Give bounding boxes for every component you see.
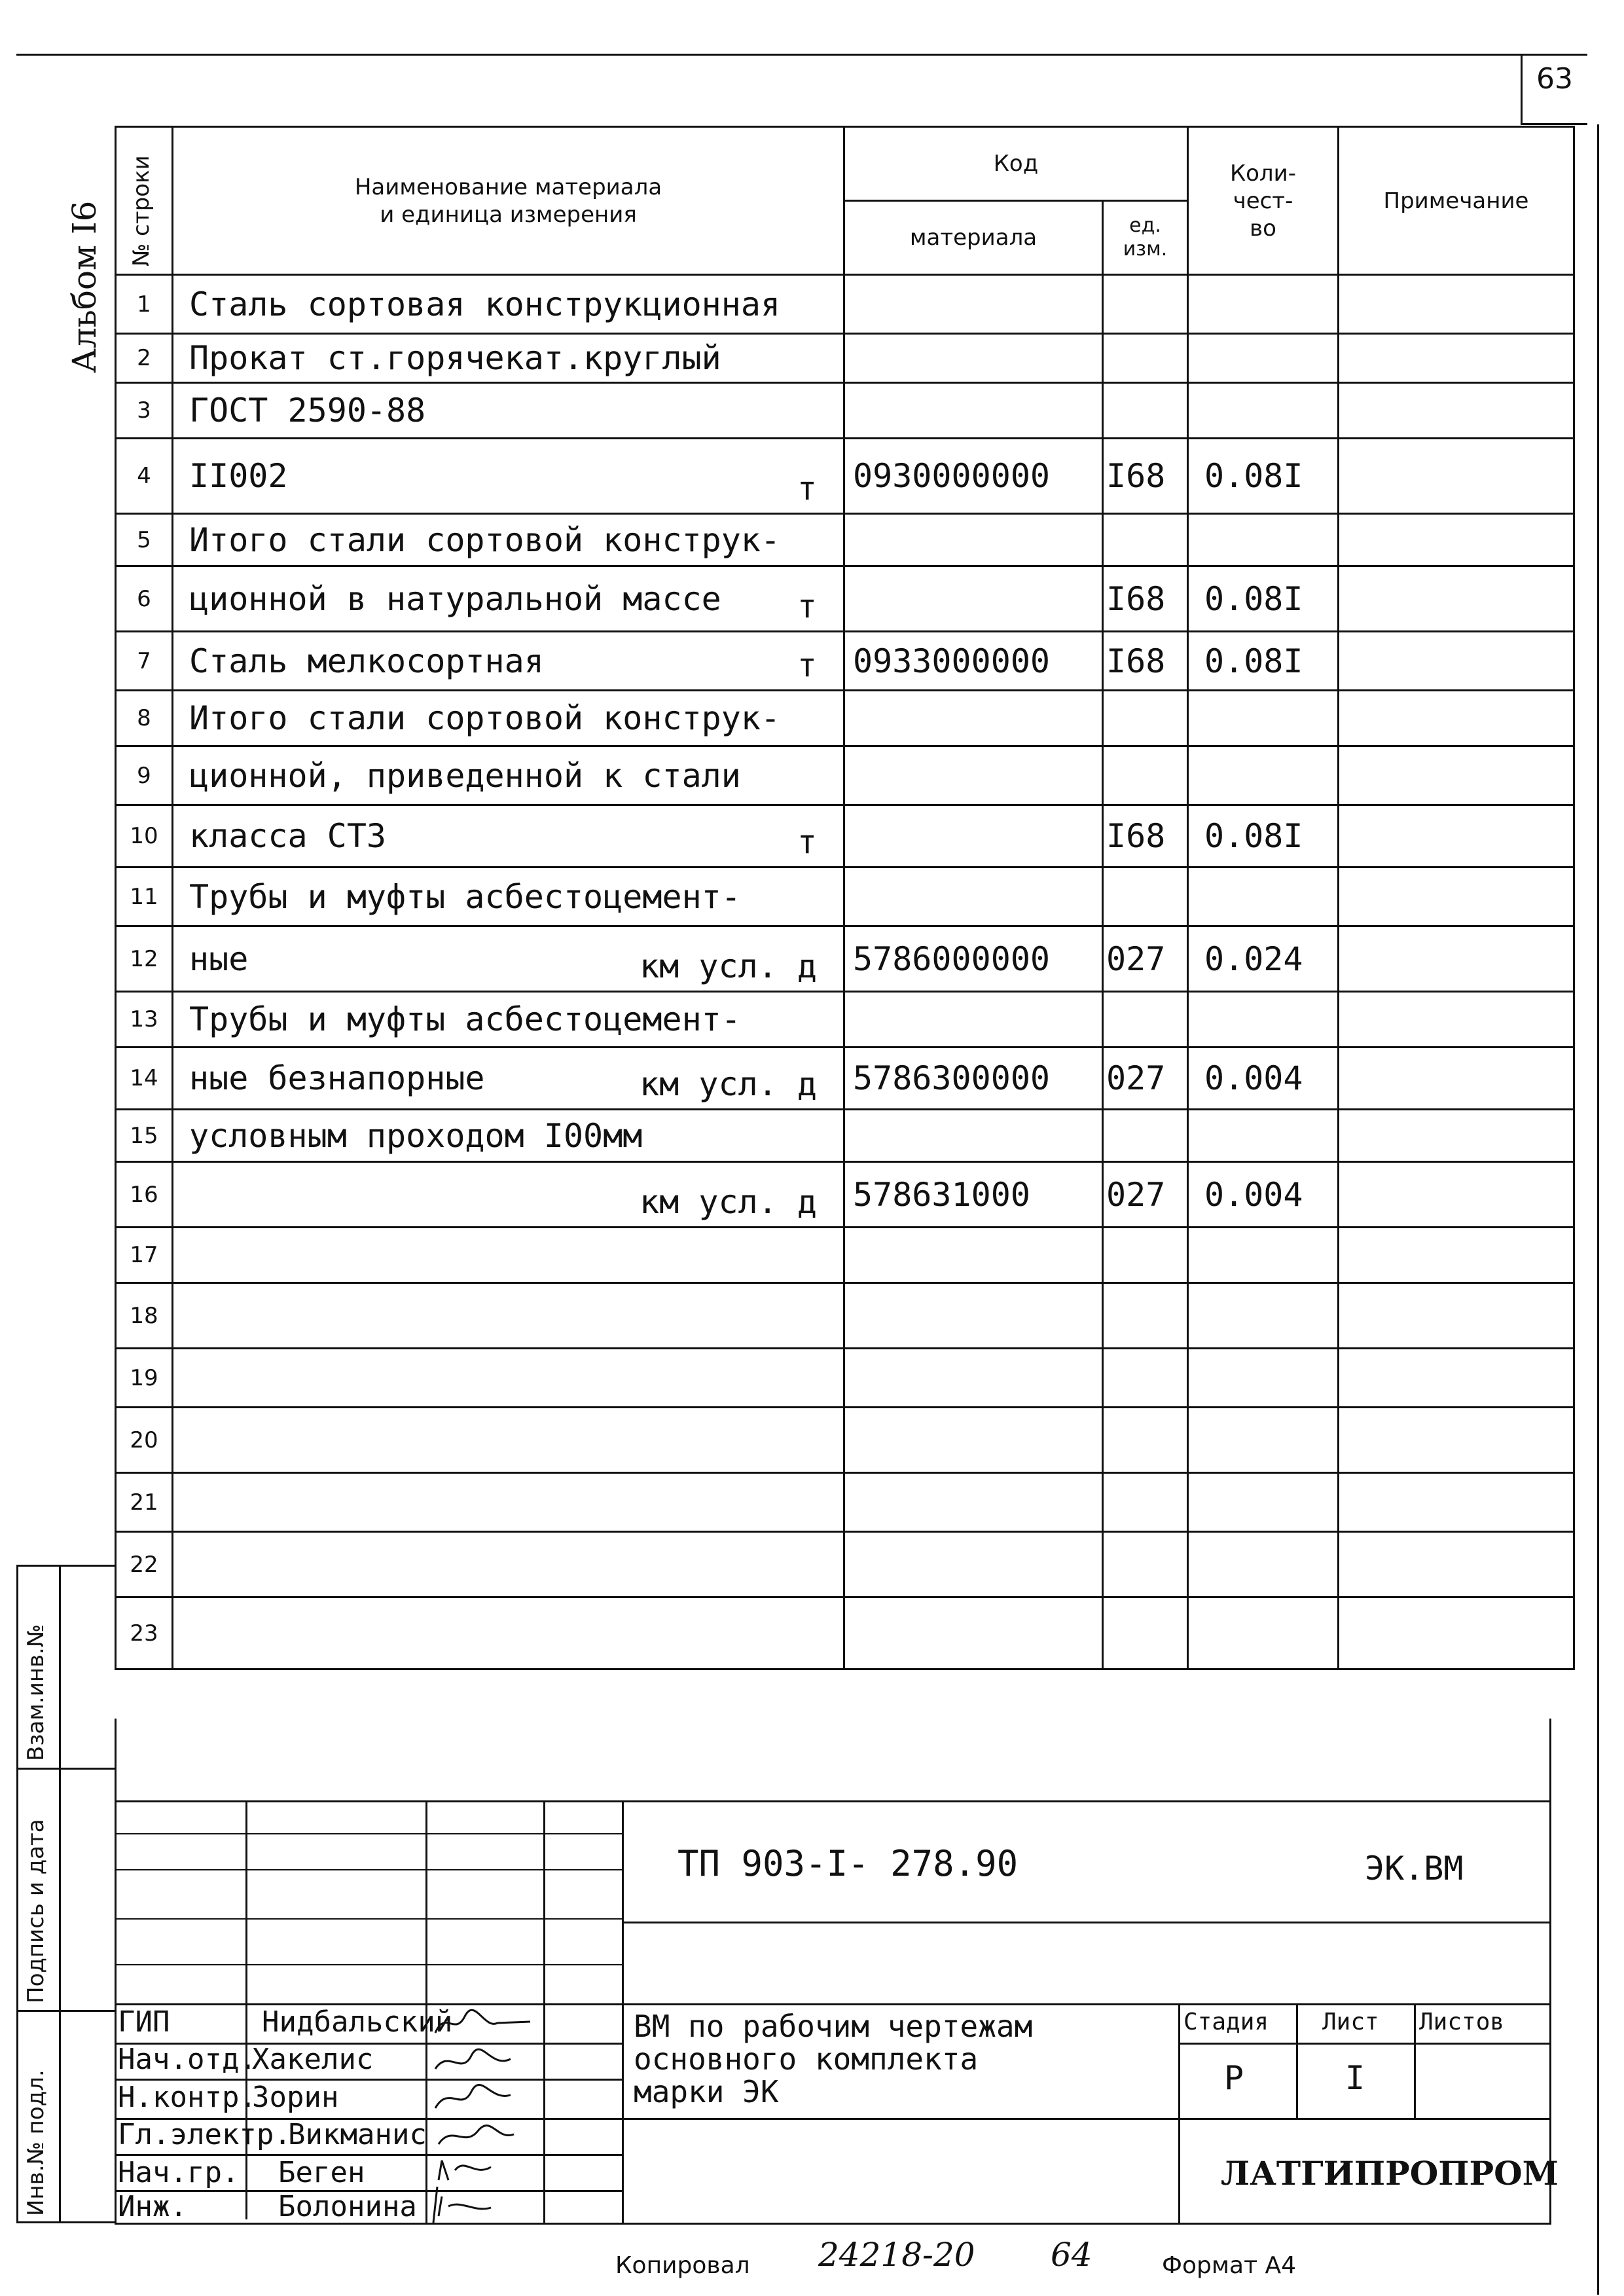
stamp-podpis: Подпись и дата [23, 1819, 49, 2003]
row-number: 6 [116, 566, 173, 632]
material-name-text: Сталь сортовая конструкционная [189, 285, 781, 323]
quantity: 0.004 [1188, 1048, 1339, 1110]
material-name-text: Сталь мелкосортная [189, 642, 544, 680]
row-number: 5 [116, 514, 173, 566]
material-code [844, 1110, 1103, 1162]
row-number: 11 [116, 867, 173, 926]
sheet-label: Лист [1322, 2009, 1379, 2035]
quantity [1188, 867, 1339, 926]
quantity: 0.004 [1188, 1162, 1339, 1228]
note [1339, 805, 1574, 867]
unit-code [1103, 514, 1188, 566]
quantity [1188, 1473, 1339, 1532]
material-name [173, 1349, 844, 1408]
header-row-no: № строки [116, 127, 173, 275]
stage-label: Стадия [1183, 2009, 1269, 2035]
album-label: Альбом I6 [65, 200, 103, 373]
unit-code [1103, 1283, 1188, 1349]
material-name [173, 275, 844, 334]
quantity [1188, 746, 1339, 805]
material-name [173, 867, 844, 926]
quantity [1188, 1597, 1339, 1669]
unit-code [1103, 1473, 1188, 1532]
material-code [844, 566, 1103, 632]
note [1339, 867, 1574, 926]
table-row [116, 632, 1574, 691]
quantity [1188, 1349, 1339, 1408]
table-row [116, 566, 1574, 632]
table-row [116, 1162, 1574, 1228]
material-unit: т [797, 469, 817, 507]
note [1339, 1048, 1574, 1110]
row-number: 10 [116, 805, 173, 867]
note [1339, 514, 1574, 566]
header-code: Код [844, 127, 1188, 201]
quantity [1188, 275, 1339, 334]
table-row [116, 334, 1574, 383]
unit-code [1103, 334, 1188, 383]
material-name-text: ные [189, 939, 249, 978]
material-name-text: ГОСТ 2590-88 [189, 392, 426, 429]
material-name [173, 1228, 844, 1283]
note [1339, 275, 1574, 334]
table-row [116, 691, 1574, 746]
material-name [173, 383, 844, 439]
unit-code [1103, 1597, 1188, 1669]
material-name-text: Трубы и муфты асбестоцемент- [189, 877, 741, 916]
material-code [844, 867, 1103, 926]
top-rule [16, 54, 1587, 56]
row-number: 18 [116, 1283, 173, 1349]
sig-name-4: Викманис [288, 2118, 427, 2151]
sig-name-6: Болонина [278, 2190, 417, 2223]
copied-label: Копировал [615, 2252, 750, 2279]
header-code-material: материала [844, 201, 1103, 275]
material-unit: т [797, 587, 817, 625]
material-code [844, 1228, 1103, 1283]
note [1339, 566, 1574, 632]
table-row [116, 1532, 1574, 1597]
unit-code [1103, 1532, 1188, 1597]
sig-role-5: Нач.гр. [118, 2156, 240, 2189]
note [1339, 334, 1574, 383]
format-label: Формат А4 [1162, 2252, 1297, 2279]
materials-table [115, 126, 1575, 1670]
quantity [1188, 691, 1339, 746]
quantity [1188, 334, 1339, 383]
sig-name-2: Хакелис [252, 2043, 374, 2076]
unit-code [1103, 691, 1188, 746]
material-code: 0930000000 [844, 439, 1103, 514]
doc-code: ТП 903-I- 278.90 [677, 1843, 1019, 1884]
note [1339, 1473, 1574, 1532]
header-note: Примечание [1339, 127, 1574, 275]
row-number: 9 [116, 746, 173, 805]
material-name [173, 926, 844, 992]
material-name [173, 514, 844, 566]
table-row [116, 275, 1574, 334]
note [1339, 992, 1574, 1048]
material-code [844, 805, 1103, 867]
note [1339, 1110, 1574, 1162]
row-number: 12 [116, 926, 173, 992]
note [1339, 1597, 1574, 1669]
note [1339, 1532, 1574, 1597]
row-number: 15 [116, 1110, 173, 1162]
sig-name-5: Беген [278, 2156, 365, 2189]
note [1339, 691, 1574, 746]
note [1339, 746, 1574, 805]
unit-code: 027 [1103, 1048, 1188, 1110]
sig-role-6: Инж. [118, 2190, 187, 2223]
note [1339, 1228, 1574, 1283]
row-number: 22 [116, 1532, 173, 1597]
material-name-text: Итого стали сортовой конструк- [189, 520, 781, 559]
stage-value: Р [1224, 2059, 1244, 2097]
row-number: 19 [116, 1349, 173, 1408]
unit-code: I68 [1103, 632, 1188, 691]
table-row [116, 1110, 1574, 1162]
material-name [173, 1597, 844, 1669]
quantity [1188, 383, 1339, 439]
copied-number: 24218-20 [818, 2236, 975, 2274]
material-code [844, 992, 1103, 1048]
material-code [844, 746, 1103, 805]
sig-name-3: Зорин [252, 2081, 339, 2114]
page-number: 63 [1536, 62, 1573, 96]
material-name [173, 1110, 844, 1162]
quantity [1188, 1532, 1339, 1597]
sig-role-4: Гл.электр. [118, 2118, 291, 2151]
sig-role-1: ГИП [118, 2005, 170, 2039]
row-number: 1 [116, 275, 173, 334]
material-unit: км усл. д [640, 947, 817, 985]
material-name [173, 1408, 844, 1473]
material-code [844, 334, 1103, 383]
material-name-text: Прокат ст.горячекат.круглый [189, 339, 721, 377]
note [1339, 439, 1574, 514]
table-row [116, 439, 1574, 514]
material-name-text: условным проходом I00мм [189, 1116, 643, 1155]
sig-role-3: Н.контр. [118, 2081, 257, 2114]
quantity [1188, 1283, 1339, 1349]
material-name [173, 992, 844, 1048]
sheets-label: Листов [1419, 2009, 1505, 2035]
material-code [844, 1597, 1103, 1669]
material-name [173, 805, 844, 867]
unit-code: I68 [1103, 439, 1188, 514]
row-number: 20 [116, 1408, 173, 1473]
note [1339, 926, 1574, 992]
material-name-text: II002 [189, 457, 288, 495]
table-row [116, 1408, 1574, 1473]
unit-code [1103, 1110, 1188, 1162]
unit-code [1103, 383, 1188, 439]
material-name [173, 1162, 844, 1228]
table-row [116, 746, 1574, 805]
table-row [116, 1228, 1574, 1283]
note [1339, 1162, 1574, 1228]
material-name-text: ционной в натуральной массе [189, 579, 721, 618]
row-number: 14 [116, 1048, 173, 1110]
material-code [844, 1532, 1103, 1597]
note [1339, 1408, 1574, 1473]
quantity: 0.08I [1188, 439, 1339, 514]
material-code [844, 1349, 1103, 1408]
material-name-text: Трубы и муфты асбестоцемент- [189, 1000, 741, 1038]
material-name [173, 1048, 844, 1110]
row-number: 8 [116, 691, 173, 746]
material-code [844, 1473, 1103, 1532]
table-row [116, 1473, 1574, 1532]
material-code: 0933000000 [844, 632, 1103, 691]
unit-code: I68 [1103, 805, 1188, 867]
stamp-vzam: Взам.инв.№ [23, 1624, 49, 1761]
quantity [1188, 514, 1339, 566]
table-row [116, 383, 1574, 439]
material-code: 5786000000 [844, 926, 1103, 992]
right-rule [1597, 124, 1599, 2295]
material-name [173, 1473, 844, 1532]
note [1339, 632, 1574, 691]
unit-code [1103, 746, 1188, 805]
row-number: 13 [116, 992, 173, 1048]
doc-mark: ЭК.ВМ [1365, 1850, 1464, 1887]
quantity: 0.08I [1188, 805, 1339, 867]
table-row [116, 1349, 1574, 1408]
doc-description: ВМ по рабочим чертежам основного комплекта марки ЭК [634, 2009, 1033, 2109]
material-code: 5786300000 [844, 1048, 1103, 1110]
note [1339, 1349, 1574, 1408]
row-number: 16 [116, 1162, 173, 1228]
header-qty: Коли- чест- во [1188, 127, 1339, 275]
unit-code [1103, 1349, 1188, 1408]
material-code [844, 514, 1103, 566]
quantity: 0.024 [1188, 926, 1339, 992]
material-name [173, 1283, 844, 1349]
unit-code [1103, 992, 1188, 1048]
material-code [844, 691, 1103, 746]
material-name [173, 746, 844, 805]
sig-name-1: Нидбальский [262, 2005, 453, 2039]
quantity [1188, 1228, 1339, 1283]
row-number: 7 [116, 632, 173, 691]
handwritten-signatures [425, 2003, 622, 2226]
unit-code [1103, 1228, 1188, 1283]
table-row [116, 926, 1574, 992]
sheet-value: I [1345, 2059, 1365, 2097]
row-number: 23 [116, 1597, 173, 1669]
header-code-unit: ед. изм. [1103, 201, 1188, 275]
quantity [1188, 1110, 1339, 1162]
unit-code: 027 [1103, 926, 1188, 992]
table-row [116, 1048, 1574, 1110]
table-row [116, 514, 1574, 566]
material-code [844, 1283, 1103, 1349]
table-row [116, 992, 1574, 1048]
table-row [116, 805, 1574, 867]
row-number: 3 [116, 383, 173, 439]
material-name [173, 1532, 844, 1597]
row-number: 17 [116, 1228, 173, 1283]
material-code [844, 275, 1103, 334]
material-name-text: ционной, приведенной к стали [189, 756, 741, 795]
material-name-text: Итого стали сортовой конструк- [189, 699, 781, 737]
note [1339, 1283, 1574, 1349]
unit-code: I68 [1103, 566, 1188, 632]
material-unit: км усл. д [640, 1183, 817, 1221]
quantity: 0.08I [1188, 566, 1339, 632]
material-unit: т [797, 646, 817, 684]
material-name [173, 334, 844, 383]
material-code: 578631000 [844, 1162, 1103, 1228]
unit-code [1103, 275, 1188, 334]
quantity [1188, 1408, 1339, 1473]
sig-role-2: Нач.отд. [118, 2043, 257, 2076]
material-name [173, 632, 844, 691]
header-name: Наименование материала и единица измерения [173, 127, 844, 275]
stamp-inv: Инв.№ подл. [23, 2069, 49, 2216]
row-number: 21 [116, 1473, 173, 1532]
material-name [173, 691, 844, 746]
unit-code: 027 [1103, 1162, 1188, 1228]
material-code [844, 1408, 1103, 1473]
copied-page: 64 [1051, 2236, 1092, 2274]
material-name-text: класса СТ3 [189, 817, 387, 855]
quantity [1188, 992, 1339, 1048]
material-name [173, 566, 844, 632]
material-name [173, 439, 844, 514]
row-number: 2 [116, 334, 173, 383]
quantity: 0.08I [1188, 632, 1339, 691]
table-row [116, 1597, 1574, 1669]
note [1339, 383, 1574, 439]
material-name-text: ные безнапорные [189, 1059, 485, 1097]
unit-code [1103, 867, 1188, 926]
unit-code [1103, 1408, 1188, 1473]
material-code [844, 383, 1103, 439]
row-number: 4 [116, 439, 173, 514]
table-row [116, 1283, 1574, 1349]
material-unit: т [797, 823, 817, 861]
material-unit: км усл. д [640, 1065, 817, 1103]
table-row [116, 867, 1574, 926]
organization: ЛАТГИПРОПРОМ [1221, 2154, 1559, 2193]
